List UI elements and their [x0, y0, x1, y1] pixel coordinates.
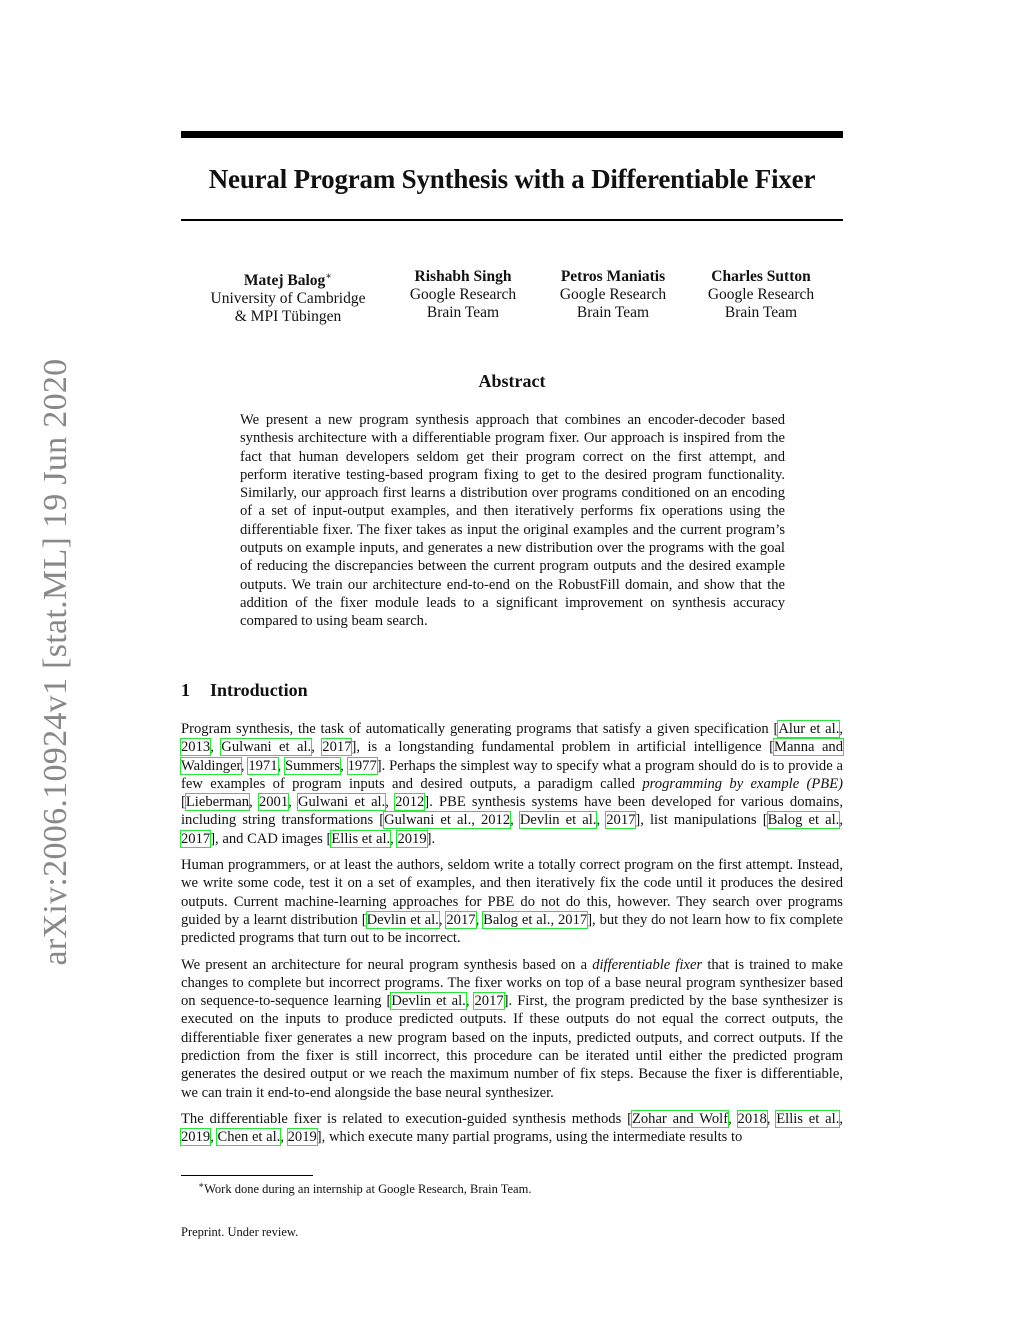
citation-link[interactable]: Devlin et al.: [519, 812, 597, 829]
text-run: ]. First, the program predicted by the base synthesizer is executed on the inputs to produce predicted outputs. If these outputs do not equal the correct outputs, the differentiable fixer generates a new program based on the inputs, predicted outputs, and correct outputs. If the prediction from the fixer is still incorrect, this procedure can be iterated until either the predicted program generates the desired output or we reach the maximum number of fix steps. Because the fixer is differentiable, we can train it end-to-end alongside the base neural synthesizer.: [181, 993, 844, 1101]
paragraph: [181, 856, 843, 947]
citation-link[interactable]: 2017: [446, 911, 476, 928]
author-name: Charles Sutton: [711, 268, 811, 285]
author-affiliation: Google Research: [707, 286, 815, 303]
footnote-text: Work done during an internship at Google Research, Brain Team.: [204, 1182, 532, 1197]
citation-link[interactable]: 2017: [322, 739, 352, 756]
author-affiliation: Google Research: [409, 286, 517, 303]
author-affiliation: Brain Team: [426, 304, 500, 321]
text-run: ], is a longstanding fundamental problem in artificial intelligence [: [351, 739, 774, 756]
author-block: [383, 268, 543, 322]
text-run: ], list manipulations [: [635, 812, 768, 829]
citation-link[interactable]: Balog et al.: [767, 812, 840, 829]
text-run: ,: [277, 757, 285, 774]
text-run: [: [181, 794, 186, 811]
abstract-text: We present a new program synthesis approach that combines an encoder-decoder based synthesis architecture with a differentiable program fixer. Our approach is inspired from the fact that human developers seldom get their program correct on the first attempt, and perform iterative testing-based program fixing to get to the desired program functionality. Similarly, our approach first learns a distribution over programs conditioned on an encoding of a set of input-output examples, and then iteratively performs fix operations using the differentiable fixer. The fixer takes as input the original examples and the current program’s outputs on example inputs, and generates a new distribution over the programs with the goal of reducing the discrepancies between the current program outputs and the desired example outputs. We train our architecture end-to-end on the RobustFill domain, and show that the addition of the fixer module leads to a significant improvement on synthesis accuracy compared to using beam search.: [240, 412, 785, 630]
author-affiliation: & MPI Tübingen: [234, 308, 342, 326]
author-affiliation: University of Cambridge: [210, 290, 366, 308]
section-title: Introduction: [210, 680, 308, 700]
preprint-note: Preprint. Under review.: [181, 1225, 299, 1239]
text-run: ,: [311, 739, 323, 756]
text-run: ,: [596, 812, 607, 829]
text-run: ,: [288, 794, 298, 811]
introduction-body: [181, 720, 843, 1155]
author-name: Rishabh Singh: [414, 268, 512, 285]
section-heading-introduction: [181, 680, 308, 701]
footnote-mark: ∗: [198, 1180, 205, 1190]
text-run: We present an architecture for neural program synthesis based on a: [181, 956, 593, 973]
citation-link[interactable]: Devlin et al.: [391, 993, 466, 1010]
citation-link[interactable]: Balog et al., 2017: [483, 911, 588, 928]
text-run: ]. Perhaps the simplest way to specify what a program should do is to provide a few examples of program inputs and desired outputs, a paradigm called: [181, 757, 843, 792]
text-run: ,: [340, 757, 348, 774]
text-run: ,: [728, 1110, 738, 1127]
citation-link[interactable]: 2019: [181, 1129, 211, 1146]
citation-link[interactable]: Ellis et al.: [776, 1110, 840, 1127]
arxiv-identifier-stamp: arXiv:2006.10924v1 [stat.ML] 19 Jun 2020: [37, 358, 74, 966]
author-name: Petros Maniatis: [560, 268, 666, 285]
citation-link[interactable]: Chen et al.: [217, 1129, 281, 1146]
text-run: ,: [510, 812, 520, 829]
citation-link[interactable]: 2019: [287, 1129, 317, 1146]
text-run: Human programmers, or at least the authors, seldom write a totally correct program on the first attempt. Instead, we write some code, test it on a set of examples, and then iteratively fix the code until it produces the desired outputs. Current machine-learning approaches for PBE do not do this, however. They search over programs guided by a learnt distribution [: [181, 857, 843, 928]
text-run: ,: [385, 794, 396, 811]
text-run: that is trained to make changes to complete but incorrect programs. The fixer works on top of a base neural program synthesizer based on sequence-to-sequence learning [: [181, 956, 844, 1010]
citation-link[interactable]: 2017: [606, 812, 636, 829]
citation-link[interactable]: 2017: [181, 830, 211, 847]
citation-link[interactable]: Ellis et al.: [331, 830, 391, 847]
citation-link[interactable]: 2019: [397, 830, 427, 847]
text-run: ], which execute many partial programs, using the intermediate results to: [316, 1129, 743, 1146]
citation-link[interactable]: 1977: [347, 757, 377, 774]
footnote-divider: [181, 1175, 313, 1176]
title-top-rule: [181, 131, 843, 138]
citation-link[interactable]: Alur et al.: [778, 721, 840, 737]
emphasis: differentiable fixer: [592, 956, 703, 973]
section-number: 1: [181, 680, 190, 700]
author-affiliation: Brain Team: [724, 304, 798, 321]
text-run: ,: [249, 794, 259, 811]
emphasis: programming by example (PBE): [642, 775, 843, 792]
text-run: ]. PBE synthesis systems have been developed for various domains, including string transformations [: [181, 794, 844, 829]
text-run: ,: [210, 739, 222, 756]
citation-link[interactable]: Summers: [284, 757, 341, 774]
citation-link[interactable]: Gulwani et al.: [297, 794, 386, 811]
author-block: [688, 268, 834, 322]
text-run: ,: [839, 721, 843, 737]
text-run: ,: [465, 993, 475, 1010]
text-run: ,: [475, 911, 484, 928]
text-run: ,: [839, 812, 843, 829]
text-run: ,: [280, 1129, 288, 1146]
text-run: ], but they do not learn how to fix complete predicted programs that turn out to be incorrect.: [181, 911, 844, 947]
text-run: Program synthesis, the task of automatically generating programs that satisfy a given specification [: [181, 721, 779, 737]
citation-link[interactable]: 2012: [395, 794, 425, 811]
paper-title: Neural Program Synthesis with a Differentiable Fixer: [208, 164, 816, 194]
citation-link[interactable]: Gulwani et al.: [221, 739, 312, 756]
author-block: [538, 268, 688, 322]
author-name: Matej Balog∗: [243, 271, 333, 290]
text-run: ,: [390, 830, 398, 847]
text-run: ].: [426, 830, 436, 847]
citation-link[interactable]: Lieberman: [185, 794, 250, 811]
author-affiliation: Brain Team: [576, 304, 650, 321]
text-run: ], and CAD images [: [210, 830, 332, 847]
citation-link[interactable]: 2018: [737, 1110, 767, 1127]
citation-link[interactable]: Zohar and Wolf: [631, 1110, 729, 1127]
text-run: ,: [210, 1129, 218, 1146]
citation-link[interactable]: 2001: [258, 794, 289, 811]
citation-link[interactable]: Devlin et al.: [366, 911, 439, 928]
author-block: [193, 268, 383, 326]
text-run: The differentiable fixer is related to execution-guided synthesis methods [: [181, 1110, 632, 1127]
citation-link[interactable]: Manna and Waldinger: [181, 739, 844, 774]
text-run: ,: [438, 911, 447, 928]
citation-link[interactable]: 2017: [474, 993, 504, 1010]
text-run: ,: [240, 757, 249, 774]
title-bottom-rule: [181, 219, 843, 221]
author-affiliation: Google Research: [559, 286, 667, 303]
footnote: [198, 1180, 531, 1197]
abstract-heading: Abstract: [478, 371, 546, 391]
citation-link[interactable]: 2013: [181, 739, 211, 756]
citation-link[interactable]: Gulwani et al., 2012: [384, 812, 511, 829]
text-run: ,: [766, 1110, 777, 1127]
paragraph: [181, 1110, 843, 1147]
paragraph: [181, 720, 843, 848]
text-run: ,: [839, 1110, 843, 1127]
paragraph: [181, 956, 843, 1102]
footnote-mark: ∗: [325, 271, 333, 282]
citation-link[interactable]: 1971: [248, 757, 278, 774]
